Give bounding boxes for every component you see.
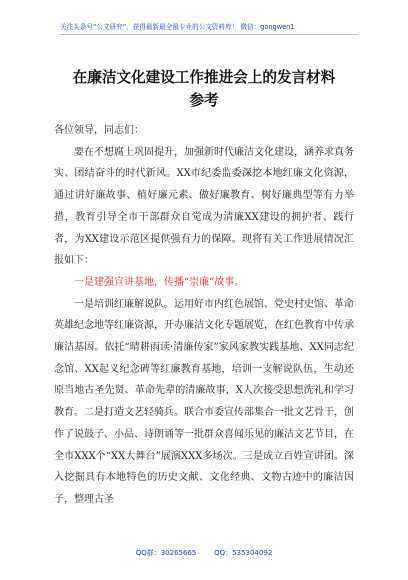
footer: [0, 548, 408, 558]
footer-qq: QQ：535304092: [214, 549, 273, 557]
body-paragraph: 一是培训红廉解说队。运用好市内红色展馆、党史村史馆、革命英雄纪念地等红廉资源，开办廉洁文化专题展览，在红色教育中传承廉洁基因。依托“晴耕雨读·清廉传家”家风家教实践基地、XX同志纪念馆、XX起义纪念碑等红廉教育基地，培训一支解说队伍，生动还原当地古圣先贤、革命先辈的清廉故事，X人次接受思想洗礼和学习教育。二是打造文艺轻骑兵。联合市委宣传部集合一批文艺骨干，创作了说鼓子、小品、诗朗诵等一批群众喜闻乐见的廉洁文艺节目，在全市XXX个“XX大舞台”展演XXX多场次。三是成立百姓宣讲团。深入挖掘具有本地特色的历史文献、文化经典、文物古迹中的廉洁因子，整理古圣: [54, 298, 354, 505]
intro-paragraph: 要在不想腐上巩固提升，加强新时代廉洁文化建设，涵养求真务实、团结奋斗的时代新风。XX市纪委监委深挖本地红廉文化资源，通过讲好廉故事、植好廉元素、做好廉教育、树好廉典型等有力举措，教育引导全市干部群众自觉成为清廉XX建设的拥护者、践行者，为XX建设示范区提供强有力的保障。现将有关工作进展情况汇报如下：: [54, 146, 354, 267]
footer-qq-group: QQ群：30265665: [135, 549, 197, 557]
document-body: [54, 120, 354, 511]
salutation: 各位领导，同志们：: [54, 125, 144, 136]
section-heading: 一是建强宣讲基地，传播“崇廉”故事。: [74, 276, 245, 288]
top-banner: 关注头条号“公文研究”，获得最新最全最专业的公文资料库！ 微信：gongwen1: [60, 22, 358, 35]
title-line-2: 参考: [189, 92, 219, 109]
document-title: [40, 66, 368, 112]
title-line-1: 在廉洁文化建设工作推进会上的发言材料: [72, 69, 336, 86]
